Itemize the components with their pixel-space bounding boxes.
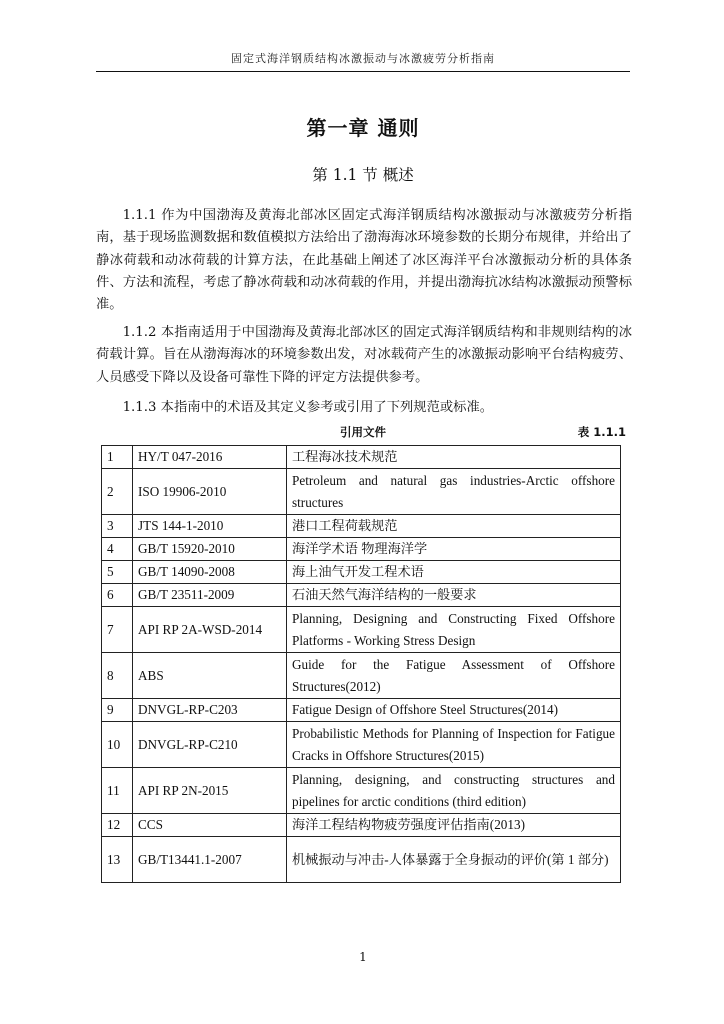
- table-row: [102, 584, 621, 607]
- standard-code: CCS: [133, 814, 287, 837]
- paragraph-1-1-2: 1.1.2 本指南适用于中国渤海及黄海北部冰区的固定式海洋钢质结构和非规则结构的冰荷载计算。旨在从渤海海冰的环境参数出发，对冰载荷产生的冰激振动影响平台结构疲劳、人员感受下降以及设备可靠性下降的评定方法提供参考。: [96, 325, 632, 385]
- standard-title: 海上油气开发工程术语: [287, 561, 621, 584]
- standard-title: 机械振动与冲击-人体暴露于全身振动的评价(第 1 部分): [287, 837, 621, 883]
- table-row: [102, 561, 621, 584]
- standard-title: 海洋工程结构物疲劳强度评估指南(2013): [287, 814, 621, 837]
- table-row: [102, 699, 621, 722]
- table-row: [102, 607, 621, 653]
- paragraph-1-1-1: 1.1.1 作为中国渤海及黄海北部冰区固定式海洋钢质结构冰激振动与冰激疲劳分析指南，基于现场监测数据和数值模拟方法给出了渤海海冰环境参数的长期分布规律，并给出了静冰荷载和动冰荷载的计算方法，在此基础上阐述了冰区海洋平台冰激振动分析的具体条件、方法和流程，考虑了静冰荷载和动冰荷载的作用，并提出渤海抗冰结构冰激振动预警标准。: [96, 208, 632, 313]
- standard-code: ISO 19906-2010: [133, 469, 287, 515]
- page-number: 1: [359, 950, 367, 964]
- row-index: 9: [102, 699, 133, 722]
- header-rule: [96, 71, 630, 72]
- row-index: 6: [102, 584, 133, 607]
- section-title: 第 1.1 节 概述: [312, 166, 414, 184]
- standard-title: Petroleum and natural gas industries-Arctic offshore structures: [287, 469, 621, 515]
- standard-code: DNVGL-RP-C210: [133, 722, 287, 768]
- standard-title: 石油天然气海洋结构的一般要求: [287, 584, 621, 607]
- chapter-title: 第一章 通则: [306, 116, 420, 140]
- row-index: 4: [102, 538, 133, 561]
- standard-code: GB/T 23511-2009: [133, 584, 287, 607]
- table-caption-number: 表 1.1.1: [577, 425, 626, 439]
- standard-code: GB/T13441.1-2007: [133, 837, 287, 883]
- standard-title: 港口工程荷载规范: [287, 515, 621, 538]
- table-row: [102, 768, 621, 814]
- table-row: [102, 722, 621, 768]
- row-index: 7: [102, 607, 133, 653]
- table-caption-title: 引用文件: [340, 425, 386, 439]
- table-row: [102, 653, 621, 699]
- reference-table: [101, 445, 621, 883]
- standard-code: JTS 144-1-2010: [133, 515, 287, 538]
- row-index: 8: [102, 653, 133, 699]
- row-index: 13: [102, 837, 133, 883]
- row-index: 1: [102, 446, 133, 469]
- running-header: 固定式海洋钢质结构冰激振动与冰激疲劳分析指南: [231, 52, 495, 65]
- standard-code: ABS: [133, 653, 287, 699]
- table-row: [102, 446, 621, 469]
- standard-title: 海洋学术语 物理海洋学: [287, 538, 621, 561]
- standard-title: Guide for the Fatigue Assessment of Offshore Structures(2012): [287, 653, 621, 699]
- standard-title: Fatigue Design of Offshore Steel Structures(2014): [287, 699, 621, 722]
- row-index: 2: [102, 469, 133, 515]
- row-index: 12: [102, 814, 133, 837]
- standard-title: Planning, Designing and Constructing Fixed Offshore Platforms - Working Stress Design: [287, 607, 621, 653]
- row-index: 10: [102, 722, 133, 768]
- standard-code: GB/T 14090-2008: [133, 561, 287, 584]
- standard-title: 工程海冰技术规范: [287, 446, 621, 469]
- table-caption: [96, 424, 630, 442]
- standard-title: Probabilistic Methods for Planning of Inspection for Fatigue Cracks in Offshore Structures(2015): [287, 722, 621, 768]
- paragraph-1-1-3: 1.1.3 本指南中的术语及其定义参考或引用了下列规范或标准。: [122, 400, 494, 415]
- standard-code: GB/T 15920-2010: [133, 538, 287, 561]
- standard-code: HY/T 047-2016: [133, 446, 287, 469]
- standard-code: DNVGL-RP-C203: [133, 699, 287, 722]
- standard-code: API RP 2A-WSD-2014: [133, 607, 287, 653]
- table-row: [102, 837, 621, 883]
- row-index: 11: [102, 768, 133, 814]
- standard-code: API RP 2N-2015: [133, 768, 287, 814]
- table-row: [102, 814, 621, 837]
- row-index: 3: [102, 515, 133, 538]
- table-row: [102, 469, 621, 515]
- row-index: 5: [102, 561, 133, 584]
- standard-title: Planning, designing, and constructing structures and pipelines for arctic conditions (third edition): [287, 768, 621, 814]
- table-row: [102, 515, 621, 538]
- table-row: [102, 538, 621, 561]
